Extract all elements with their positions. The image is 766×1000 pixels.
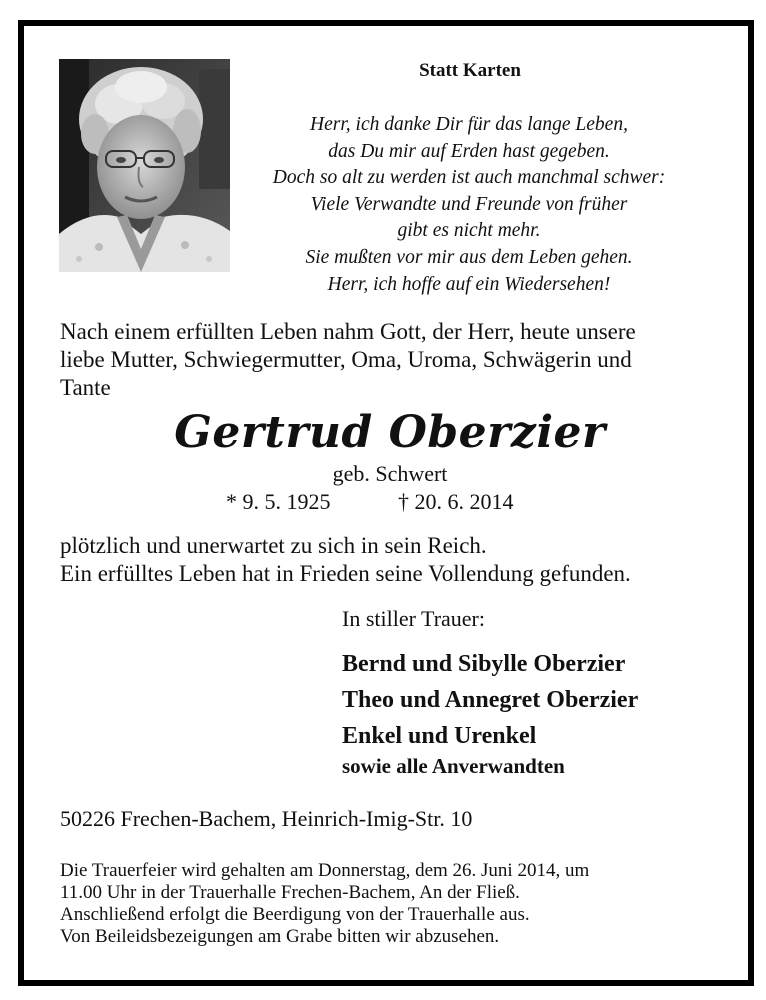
poem-line: Viele Verwandte und Freunde von früher: [310, 193, 628, 215]
closing-line: plötzlich und unerwartet zu sich in sein Reich.: [60, 533, 487, 558]
funeral-notice: [60, 860, 740, 948]
mourners-list: [342, 646, 638, 754]
life-dates: [226, 489, 566, 515]
notice-line: 11.00 Uhr in der Trauerhalle Frechen-Bachem, An der Fließ.: [60, 882, 520, 903]
closing-line: Ein erfülltes Leben hat in Frieden seine Vollendung gefunden.: [60, 561, 631, 586]
poem-line: Sie mußten vor mir aus dem Leben gehen.: [305, 246, 633, 268]
intro-text: [60, 318, 720, 402]
intro-line: Tante: [60, 375, 111, 400]
death-date: † 20. 6. 2014: [398, 489, 514, 514]
notice-line: Anschließend erfolgt die Beerdigung von der Trauerhalle aus.: [60, 904, 530, 925]
intro-line: liebe Mutter, Schwiegermutter, Oma, Uroma, Schwägerin und: [60, 347, 632, 372]
maiden-name: geb. Schwert: [332, 461, 448, 486]
closing-text: [60, 532, 720, 588]
notice-line: Die Trauerfeier wird gehalten am Donnerstag, dem 26. Juni 2014, um: [60, 860, 590, 881]
relatives-line: sowie alle Anverwandten: [342, 754, 565, 778]
poem-line: Herr, ich hoffe auf ein Wiedersehen!: [327, 273, 611, 295]
intro-line: Nach einem erfüllten Leben nahm Gott, der Herr, heute unsere: [60, 319, 636, 344]
birth-date: * 9. 5. 1925: [226, 489, 331, 514]
mourner-name: Theo und Annegret Oberzier: [342, 687, 639, 713]
poem-line: Herr, ich danke Dir für das lange Leben,: [310, 114, 628, 135]
poem: [230, 112, 708, 298]
header-title: Statt Karten: [419, 60, 521, 81]
mourning-label: In stiller Trauer:: [342, 606, 485, 631]
mourner-name: Enkel und Urenkel: [342, 723, 537, 749]
mourner-name: Bernd und Sibylle Oberzier: [342, 651, 626, 677]
poem-line: Doch so alt zu werden ist auch manchmal schwer:: [272, 167, 666, 189]
address: 50226 Frechen-Bachem, Heinrich-Imig-Str. 10: [60, 806, 473, 831]
poem-line: das Du mir auf Erden hast gegeben.: [328, 140, 610, 162]
notice-line: Von Beileidsbezeigungen am Grabe bitten wir abzusehen.: [60, 926, 500, 947]
portrait-photo: [59, 59, 230, 272]
deceased-name: Gertrud Oberzier: [174, 407, 606, 458]
poem-line: gibt es nicht mehr.: [397, 220, 541, 242]
